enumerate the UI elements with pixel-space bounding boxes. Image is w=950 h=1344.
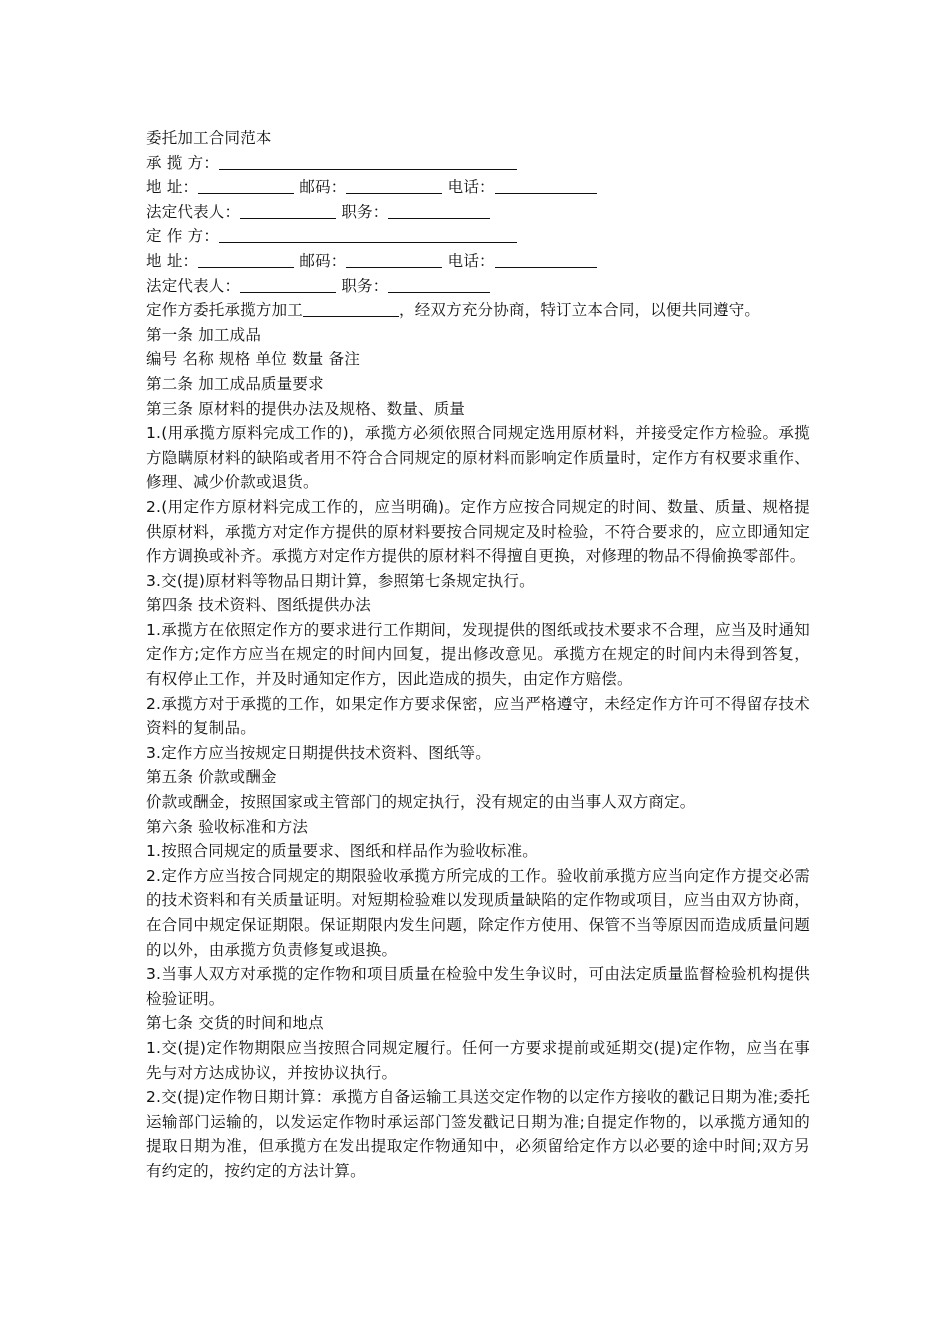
position-label: 职务： bbox=[341, 276, 389, 295]
intro-before: 定作方委托承揽方加工 bbox=[146, 301, 304, 320]
phone-label: 电话： bbox=[447, 251, 495, 270]
contractor-postcode-blank[interactable] bbox=[346, 178, 442, 194]
article-7-heading: 第七条 交货的时间和地点 bbox=[146, 1014, 324, 1033]
contractor-rep-line bbox=[146, 200, 810, 225]
article-1-columns: 编号 名称 规格 单位 数量 备注 bbox=[146, 350, 361, 369]
orderer-postcode-blank[interactable] bbox=[346, 252, 442, 268]
article-6-clause-3: 3.当事人双方对承揽的定作物和项目质量在检验中发生争议时，可由法定质量监督检验机构提供检验证明。 bbox=[146, 965, 810, 1008]
article-7-clause-1: 1.交(提)定作物期限应当按照合同规定履行。任何一方要求提前或延期交(提)定作物，应当在事先与对方达成协议，并按协议执行。 bbox=[146, 1038, 810, 1082]
contractor-address-blank[interactable] bbox=[198, 178, 294, 194]
document-title: 委托加工合同范本 bbox=[146, 129, 272, 147]
article-3-clause-3: 3.交(提)原材料等物品日期计算，参照第七条规定执行。 bbox=[146, 571, 535, 590]
orderer-name-line bbox=[146, 224, 810, 249]
article-5-clause-1: 价款或酬金，按照国家或主管部门的规定执行，没有规定的由当事人双方商定。 bbox=[146, 793, 696, 812]
contractor-name-blank[interactable] bbox=[219, 154, 517, 170]
phone-label: 电话： bbox=[447, 178, 495, 197]
orderer-name-blank[interactable] bbox=[219, 227, 517, 243]
postcode-label: 邮码： bbox=[299, 178, 347, 197]
postcode-label: 邮码： bbox=[299, 251, 347, 270]
intro-line bbox=[146, 298, 810, 323]
article-5-heading: 第五条 价款或酬金 bbox=[146, 768, 277, 787]
article-4-clause-1: 1.承揽方在依照定作方的要求进行工作期间，发现提供的图纸或技术要求不合理，应当及时通知定作方;定作方应当在规定的时间内回复，提出修改意见。承揽方在规定的时间内未得到答复，有权停止工作，并及时通知定作方，因此造成的损失，由定作方赔偿。 bbox=[146, 620, 810, 689]
rep-label: 法定代表人： bbox=[146, 276, 241, 295]
article-1-heading: 第一条 加工成品 bbox=[146, 325, 262, 344]
contractor-phone-blank[interactable] bbox=[495, 178, 597, 194]
contractor-label: 承 揽 方： bbox=[146, 153, 220, 172]
article-2-heading: 第二条 加工成品质量要求 bbox=[146, 374, 324, 393]
article-3-clause-2: 2.(用定作方原材料完成工作的，应当明确)。定作方应按合同规定的时间、数量、质量、规格提供原材料，承揽方对定作方提供的原材料要按合同规定及时检验，不符合要求的，应立即通知定作方调换或补齐。承揽方对定作方提供的原材料不得擅自更换，对修理的物品不得偷换零部件。 bbox=[146, 497, 810, 566]
address-label: 地 址： bbox=[146, 251, 199, 270]
intro-after: ，经双方充分协商，特订立本合同，以便共同遵守。 bbox=[399, 301, 761, 320]
orderer-address-line bbox=[146, 249, 810, 274]
article-6-clause-2: 2.定作方应当按合同规定的期限验收承揽方所完成的工作。验收前承揽方应当向定作方提交必需的技术资料和有关质量证明。对短期检验难以发现质量缺陷的定作物或项目，应当由双方协商，在合同中规定保证期限。保证期限内发生问题，除定作方使用、保管不当等原因而造成质量问题的以外，由承揽方负责修复或退换。 bbox=[146, 866, 810, 959]
contractor-rep-blank[interactable] bbox=[240, 203, 336, 219]
orderer-rep-line bbox=[146, 274, 810, 299]
orderer-rep-blank[interactable] bbox=[240, 277, 336, 293]
article-4-heading: 第四条 技术资料、图纸提供办法 bbox=[146, 596, 371, 615]
contract-document bbox=[146, 126, 810, 1184]
orderer-position-blank[interactable] bbox=[388, 277, 490, 293]
article-4-clause-3: 3.定作方应当按规定日期提供技术资料、图纸等。 bbox=[146, 743, 491, 762]
orderer-address-blank[interactable] bbox=[198, 252, 294, 268]
article-6-heading: 第六条 验收标准和方法 bbox=[146, 817, 309, 836]
article-3-heading: 第三条 原材料的提供办法及规格、数量、质量 bbox=[146, 399, 466, 418]
processing-item-blank[interactable] bbox=[303, 301, 399, 317]
article-7-clause-2: 2.交(提)定作物日期计算：承揽方自备运输工具送交定作物的以定作方接收的戳记日期为准;委托运输部门运输的，以发运定作物时承运部门签发戳记日期为准;自提定作物的，以承揽方通知的提取日期为准，但承揽方在发出提取定作物通知中，必须留给定作方以必要的途中时间;双方另有约定的，按约定的方法计算。 bbox=[146, 1088, 810, 1180]
rep-label: 法定代表人： bbox=[146, 202, 241, 221]
article-4-clause-2: 2.承揽方对于承揽的工作，如果定作方要求保密，应当严格遵守，未经定作方许可不得留存技术资料的复制品。 bbox=[146, 694, 810, 738]
orderer-label: 定 作 方： bbox=[146, 227, 220, 246]
orderer-phone-blank[interactable] bbox=[495, 252, 597, 268]
article-6-clause-1: 1.按照合同规定的质量要求、图纸和样品作为验收标准。 bbox=[146, 842, 538, 861]
article-3-clause-1: 1.(用承揽方原料完成工作的)，承揽方必须依照合同规定选用原材料，并接受定作方检验。承揽方隐瞒原材料的缺陷或者用不符合合同规定的原材料而影响定作质量时，定作方有权要求重作、修理、减少价款或退货。 bbox=[146, 424, 810, 492]
contractor-name-line bbox=[146, 151, 810, 176]
position-label: 职务： bbox=[341, 202, 389, 221]
contractor-address-line bbox=[146, 175, 810, 200]
contractor-position-blank[interactable] bbox=[388, 203, 490, 219]
address-label: 地 址： bbox=[146, 178, 199, 197]
